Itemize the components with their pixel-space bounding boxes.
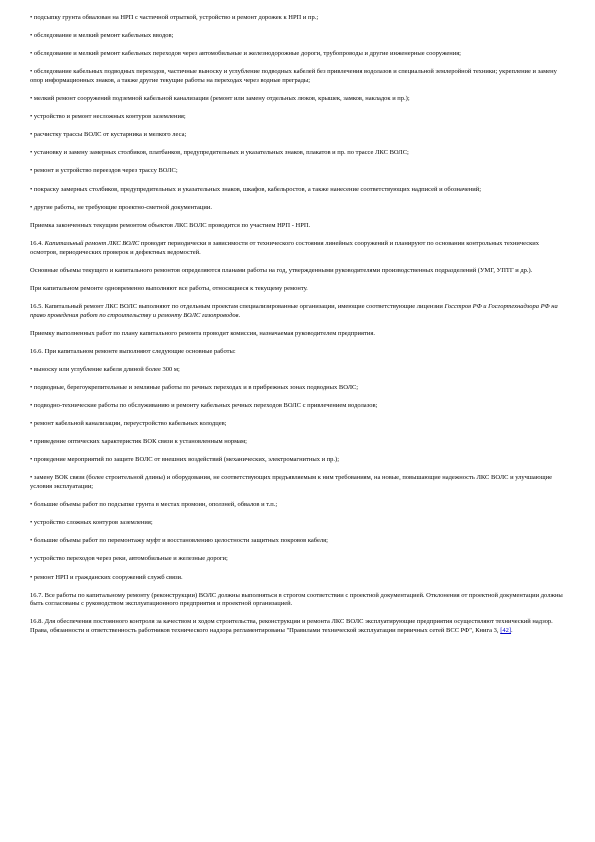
list-item: • ремонт кабельной канализации, переустройство кабельных колодцев; [30, 420, 227, 428]
paragraph-16-8 [30, 618, 565, 635]
list-item: • покраску замерных столбиков, предупредительных и указательных знаков, шкафов, кабельростов, а также нанесение соответствующих надписей и обозначений; [30, 185, 482, 193]
paragraph-text: 16.8. Для обеспечения постоянного контроля за качеством и ходом строительства, реконструкции и ремонта ЛКС ВОЛС эксплуатирующие предприятия осуществляют технический надзор. Права, обязанности и ответственность работников технического надзора регламентированы "Правилами технической эксплуатации первичных сетей ВСС РФ", Книга 3, [30, 618, 553, 635]
paragraph-text: 16.5. Капитальный ремонт ЛКС ВОЛС выполняют по отдельным проектам специализированные организации, имеющие соответствующие лицензии [30, 302, 445, 310]
list-item: • устройство сложных контуров заземления; [30, 519, 153, 527]
paragraph-16-6: 16.6. При капитальном ремонте выполняют следующие основные работы: [30, 347, 236, 355]
list-item: • проведение мероприятий по защите ВОЛС от внешних воздействий (механических, электромагнитных и пр.); [30, 456, 340, 464]
italic-term: Капитальный ремонт ЛКС ВОЛС [44, 239, 140, 247]
reference-link[interactable]: [42] [500, 627, 512, 635]
paragraph-16-4 [30, 240, 565, 257]
list-item: • другие работы, не требующие проектно-сметной документации. [30, 203, 212, 211]
list-item: • обследование кабельных подводных переходов, частичные выноску и углубление подводных кабелей без привлечения водолазов и специальной землеройной техники; укрепление и замену опор информационных знаков, а также другие текущие работы на переходах через водные преграды; [30, 68, 557, 84]
paragraph-text-end: . [511, 627, 513, 635]
list-item: • выноску или углубление кабеля длиной более 300 м; [30, 365, 180, 373]
list-item: • подводно-технические работы по обслуживанию и ремонту кабельных речных переходов ВОЛС с привлечением водолазов; [30, 401, 378, 409]
list-item: • мелкий ремонт сооружений подземной кабельной канализации (ремонт или замену отдельных люков, крышек, замков, накладок и пр.); [30, 95, 410, 103]
paragraph-16-7: 16.7. Все работы по капитальному ремонту (реконструкции) ВОЛС должны выполняться в строгом соответствии с проектной документацией. Отклонения от проектной документации должны быть согласованы с руководством эксплуатационного предприятия и проектной организацией. [30, 591, 563, 608]
list-item: • обследование и мелкий ремонт кабельных переходов через автомобильные и железнодорожные дороги, трубопроводы и другие инженерные сооружения; [30, 50, 461, 58]
list-item: • устройство и ремонт несложных контуров заземления; [30, 113, 186, 121]
paragraph-16-5 [30, 303, 565, 320]
paragraph-capital-current: При капитальном ремонте одновременно выполняют все работы, относящиеся к текущему ремонту. [30, 284, 308, 292]
list-item: • большие объемы работ по подсыпке грунта в местах промоин, оползней, обвалов и т.п.; [30, 501, 278, 509]
list-item: • замену ВОК связи (более строительной длины) и оборудования, не соответствующих предъявляемым к ним требованиям, на новые, повышающие надежность ЛКС ВОЛС и улучшающие условия эксплуатации; [30, 474, 553, 491]
list-item: • обследование и мелкий ремонт кабельных вводов; [30, 32, 174, 40]
list-item: • установку и замену замерных столбиков, платбанков, предупредительных и указательных знаков, плакатов и пр. по трассе ЛКС ВОЛС; [30, 149, 409, 157]
italic-licence: Госстроя РФ и Госгортехнадзора РФ на право проведения работ по строительству и ремонту ВОЛС газопроводов [30, 302, 558, 319]
paragraph-text-end: . [238, 311, 241, 319]
list-item: • устройство переходов через реки, автомобильные и железные дороги; [30, 555, 228, 563]
list-item: • большие объемы работ по перемонтажу муфт и восстановлению целостности защитных покровов кабеля; [30, 537, 328, 545]
paragraph-acceptance: Приемка законченных текущим ремонтом объектов ЛКС ВОЛС проводится по участием НРП - НРП. [30, 221, 311, 229]
paragraph-volumes: Основные объемы текущего и капитального ремонтов определяются планами работы на год, утвержденными руководителями производственных подразделений (УМГ, УПТГ и др.). [30, 266, 533, 274]
paragraph-text: проводят периодически в зависимости от технического состояния линейных сооружений и планируют по основании контрольных технических осмотров, периодических проверок и дефектных ведомостей. [30, 239, 539, 256]
list-item: • подводные, берегоукрепительные и земляные работы по речных переходах и в прибрежных зонах подводных ВОЛС; [30, 383, 359, 391]
paragraph-acceptance-capital: Приемку выполненных работ по плану капитального ремонта проводит комиссия, назначаемая руководителем предприятия. [30, 329, 375, 337]
section-number: 16.4. [30, 239, 45, 247]
list-item: • ремонт и устройство переездов через трассу ВОЛС; [30, 167, 178, 175]
list-item: • подсыпку грунта обвалован на НРП с частичной отрыткой, устройство и ремонт дорожек к НРП и пр.; [30, 14, 319, 21]
list-item: • расчистку трассы ВОЛС от кустарника и мелкого леса; [30, 131, 187, 139]
list-item: • приведение оптических характеристик ВОК связи к установленным нормам; [30, 438, 247, 446]
list-item: • ремонт НРП и гражданских сооружений служб связи. [30, 573, 183, 581]
